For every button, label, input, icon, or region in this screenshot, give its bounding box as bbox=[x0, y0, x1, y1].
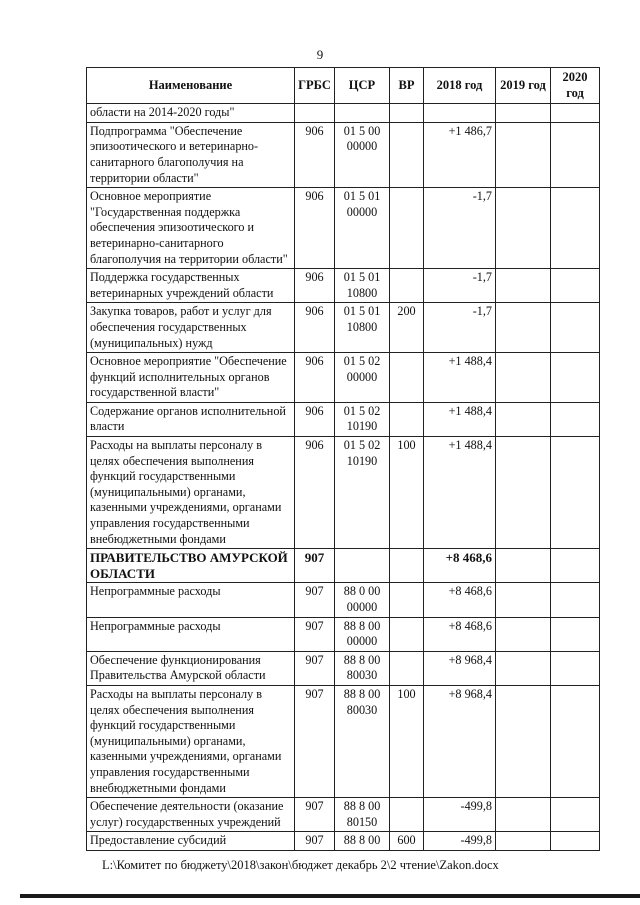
cell-csr: 01 5 01 10800 bbox=[335, 303, 390, 353]
cell-name: Подпрограмма "Обеспечение эпизоотического и ветеринарно-санитарного благополучия на территории области" bbox=[87, 122, 295, 187]
cell-2020 bbox=[551, 583, 600, 617]
cell-2019 bbox=[496, 188, 551, 269]
cell-grbs: 906 bbox=[295, 188, 335, 269]
cell-name: Обеспечение функционирования Правительства Амурской области bbox=[87, 651, 295, 685]
page-number: 9 bbox=[316, 47, 324, 62]
column-header-2018: 2018 год bbox=[424, 68, 496, 104]
cell-2019 bbox=[496, 437, 551, 549]
cell-vr bbox=[390, 583, 424, 617]
cell-grbs: 907 bbox=[295, 685, 335, 797]
cell-2020 bbox=[551, 685, 600, 797]
column-header-2019: 2019 год bbox=[496, 68, 551, 104]
table-body bbox=[87, 104, 600, 851]
cell-2018: -1,7 bbox=[424, 269, 496, 303]
column-header-vr: ВР bbox=[390, 68, 424, 104]
table-row bbox=[87, 122, 600, 187]
cell-2019 bbox=[496, 583, 551, 617]
cell-vr bbox=[390, 402, 424, 436]
cell-2020 bbox=[551, 437, 600, 549]
cell-name: Непрограммные расходы bbox=[87, 617, 295, 651]
cell-2018: +1 488,4 bbox=[424, 402, 496, 436]
cell-2019 bbox=[496, 303, 551, 353]
cell-grbs: 907 bbox=[295, 549, 335, 583]
cell-name: Закупка товаров, работ и услуг для обеспечения государственных (муниципальных) нужд bbox=[87, 303, 295, 353]
cell-csr: 01 5 02 00000 bbox=[335, 353, 390, 403]
cell-2018: +8 468,6 bbox=[424, 617, 496, 651]
cell-2019 bbox=[496, 832, 551, 851]
cell-name: области на 2014-2020 годы" bbox=[87, 104, 295, 123]
cell-vr: 200 bbox=[390, 303, 424, 353]
scan-edge-line bbox=[20, 894, 640, 898]
table-row bbox=[87, 269, 600, 303]
table-row bbox=[87, 832, 600, 851]
cell-csr: 88 8 00 bbox=[335, 832, 390, 851]
cell-2020 bbox=[551, 798, 600, 832]
cell-grbs: 907 bbox=[295, 798, 335, 832]
cell-csr: 88 8 00 80030 bbox=[335, 651, 390, 685]
table-row bbox=[87, 303, 600, 353]
table-row bbox=[87, 437, 600, 549]
cell-grbs: 906 bbox=[295, 353, 335, 403]
cell-2018: +8 468,6 bbox=[424, 549, 496, 583]
table-row bbox=[87, 104, 600, 123]
document-file-path: L:\Комитет по бюджету\2018\закон\бюджет декабрь 2\2 чтение\Zakon.docx bbox=[102, 858, 499, 872]
cell-2019 bbox=[496, 104, 551, 123]
table-row bbox=[87, 188, 600, 269]
cell-name: Расходы на выплаты персоналу в целях обеспечения выполнения функций государственными (муниципальными) органами, казенными учреждениями, органами управления государственными внебюджетными фондами bbox=[87, 437, 295, 549]
table-header-row bbox=[87, 68, 600, 104]
cell-2018: +1 486,7 bbox=[424, 122, 496, 187]
cell-grbs: 907 bbox=[295, 832, 335, 851]
cell-2019 bbox=[496, 402, 551, 436]
table-row bbox=[87, 353, 600, 403]
cell-grbs: 906 bbox=[295, 303, 335, 353]
cell-vr bbox=[390, 104, 424, 123]
cell-csr: 01 5 02 10190 bbox=[335, 402, 390, 436]
cell-name: Предоставление субсидий bbox=[87, 832, 295, 851]
cell-2019 bbox=[496, 269, 551, 303]
cell-csr: 88 8 00 80030 bbox=[335, 685, 390, 797]
column-header-2020: 2020 год bbox=[551, 68, 600, 104]
cell-2020 bbox=[551, 832, 600, 851]
cell-2018: +1 488,4 bbox=[424, 437, 496, 549]
table-row bbox=[87, 798, 600, 832]
cell-2019 bbox=[496, 617, 551, 651]
cell-name: Содержание органов исполнительной власти bbox=[87, 402, 295, 436]
cell-vr bbox=[390, 798, 424, 832]
table-row bbox=[87, 651, 600, 685]
cell-csr bbox=[335, 104, 390, 123]
table-row bbox=[87, 549, 600, 583]
cell-name: Основное мероприятие "Государственная поддержка обеспечения эпизоотического и ветеринарно-санитарного благополучия на территории области" bbox=[87, 188, 295, 269]
cell-grbs: 906 bbox=[295, 269, 335, 303]
cell-2018: -1,7 bbox=[424, 303, 496, 353]
cell-2020 bbox=[551, 402, 600, 436]
cell-2020 bbox=[551, 651, 600, 685]
cell-csr: 01 5 02 10190 bbox=[335, 437, 390, 549]
table-row bbox=[87, 402, 600, 436]
cell-2020 bbox=[551, 303, 600, 353]
cell-2018: +1 488,4 bbox=[424, 353, 496, 403]
table-row bbox=[87, 617, 600, 651]
cell-csr: 88 8 00 00000 bbox=[335, 617, 390, 651]
budget-table bbox=[86, 67, 600, 851]
cell-vr: 100 bbox=[390, 437, 424, 549]
cell-grbs bbox=[295, 104, 335, 123]
cell-csr bbox=[335, 549, 390, 583]
cell-2020 bbox=[551, 617, 600, 651]
cell-vr bbox=[390, 122, 424, 187]
cell-vr bbox=[390, 353, 424, 403]
cell-csr: 01 5 00 00000 bbox=[335, 122, 390, 187]
cell-csr: 01 5 01 10800 bbox=[335, 269, 390, 303]
cell-name: Непрограммные расходы bbox=[87, 583, 295, 617]
cell-grbs: 906 bbox=[295, 402, 335, 436]
cell-vr: 100 bbox=[390, 685, 424, 797]
column-header-name: Наименование bbox=[87, 68, 295, 104]
cell-name: Поддержка государственных ветеринарных учреждений области bbox=[87, 269, 295, 303]
cell-csr: 88 0 00 00000 bbox=[335, 583, 390, 617]
column-header-grbs: ГРБС bbox=[295, 68, 335, 104]
cell-2020 bbox=[551, 549, 600, 583]
cell-2019 bbox=[496, 122, 551, 187]
cell-vr bbox=[390, 617, 424, 651]
cell-2019 bbox=[496, 685, 551, 797]
cell-csr: 01 5 01 00000 bbox=[335, 188, 390, 269]
cell-grbs: 906 bbox=[295, 122, 335, 187]
cell-2019 bbox=[496, 798, 551, 832]
cell-2019 bbox=[496, 651, 551, 685]
cell-2020 bbox=[551, 122, 600, 187]
cell-2019 bbox=[496, 549, 551, 583]
cell-2020 bbox=[551, 104, 600, 123]
cell-2018: +8 468,6 bbox=[424, 583, 496, 617]
cell-csr: 88 8 00 80150 bbox=[335, 798, 390, 832]
cell-2020 bbox=[551, 188, 600, 269]
cell-vr: 600 bbox=[390, 832, 424, 851]
cell-2019 bbox=[496, 353, 551, 403]
cell-2018: -499,8 bbox=[424, 798, 496, 832]
cell-grbs: 907 bbox=[295, 651, 335, 685]
cell-grbs: 907 bbox=[295, 583, 335, 617]
cell-2020 bbox=[551, 269, 600, 303]
cell-2018: -1,7 bbox=[424, 188, 496, 269]
cell-grbs: 907 bbox=[295, 617, 335, 651]
cell-name: Расходы на выплаты персоналу в целях обеспечения выполнения функций государственными (муниципальными) органами, казенными учреждениями, органами управления государственными внебюджетными фондами bbox=[87, 685, 295, 797]
cell-2018: +8 968,4 bbox=[424, 651, 496, 685]
cell-vr bbox=[390, 549, 424, 583]
cell-2018: -499,8 bbox=[424, 832, 496, 851]
cell-name: Основное мероприятие "Обеспечение функций исполнительных органов государственной власти" bbox=[87, 353, 295, 403]
cell-2020 bbox=[551, 353, 600, 403]
cell-2018: +8 968,4 bbox=[424, 685, 496, 797]
table-row bbox=[87, 685, 600, 797]
cell-name: ПРАВИТЕЛЬСТВО АМУРСКОЙ ОБЛАСТИ bbox=[87, 549, 295, 583]
table-row bbox=[87, 583, 600, 617]
cell-name: Обеспечение деятельности (оказание услуг) государственных учреждений bbox=[87, 798, 295, 832]
cell-2018 bbox=[424, 104, 496, 123]
cell-grbs: 906 bbox=[295, 437, 335, 549]
cell-vr bbox=[390, 651, 424, 685]
cell-vr bbox=[390, 188, 424, 269]
cell-vr bbox=[390, 269, 424, 303]
column-header-csr: ЦСР bbox=[335, 68, 390, 104]
